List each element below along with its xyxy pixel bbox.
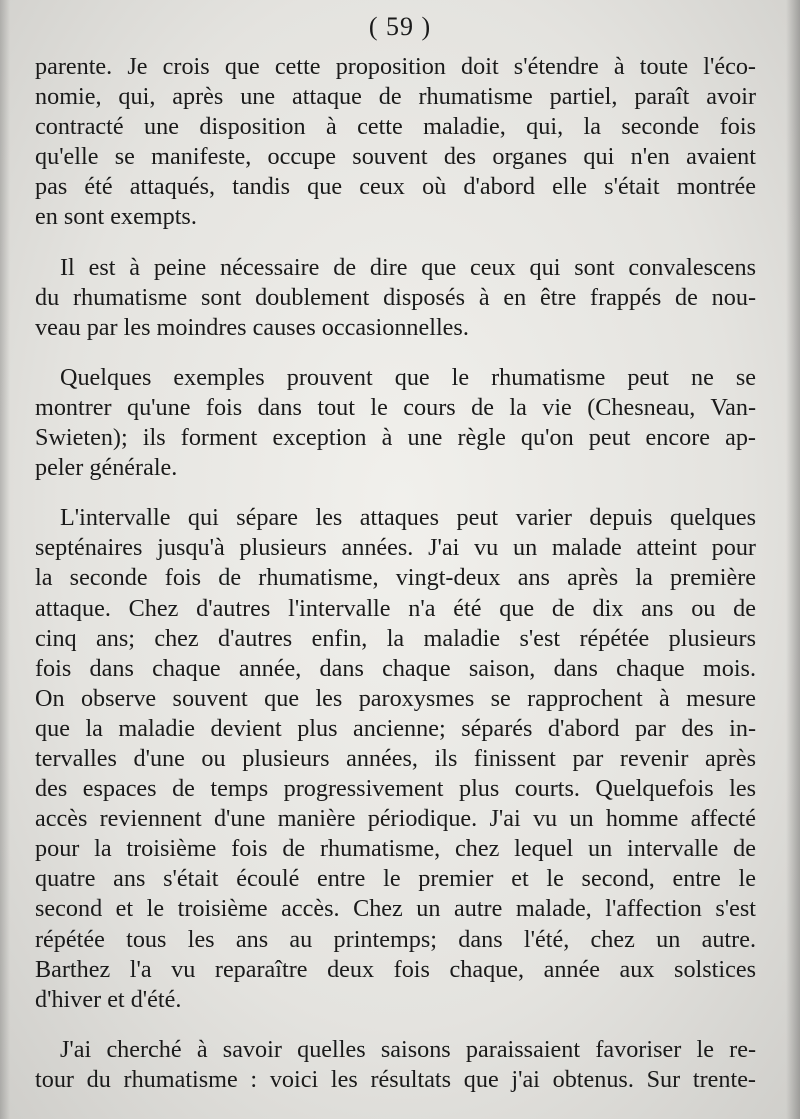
text-line: pas été attaqués, tandis que ceux où d'abord elle s'était montrée bbox=[35, 173, 756, 201]
text-line: en sont exempts. bbox=[35, 203, 197, 231]
text-line: parente. Je crois que cette proposition doit s'étendre à toute l'éco- bbox=[35, 53, 756, 80]
text-line: des espaces de temps progressivement plus courts. Quelquefois les bbox=[35, 775, 756, 803]
edge-shadow bbox=[786, 0, 800, 1119]
paragraph bbox=[35, 52, 756, 233]
text-line: attaque. Chez d'autres l'intervalle n'a été que de dix ans ou de bbox=[35, 594, 756, 622]
text-line: cinq ans; chez d'autres enfin, la maladie s'est répétée plusieurs bbox=[35, 624, 756, 652]
paragraph bbox=[35, 363, 756, 483]
text-line: répétée tous les ans au printemps; dans l'été, chez un autre. bbox=[35, 925, 756, 953]
text-line: veau par les moindres causes occasionnelles. bbox=[35, 313, 469, 341]
text-line: montrer qu'une fois dans tout le cours de la vie (Chesneau, Van- bbox=[35, 393, 756, 421]
text-line: tour du rhumatisme : voici les résultats que j'ai obtenus. Sur trente- bbox=[35, 1065, 756, 1093]
text-line: tervalles d'une ou plusieurs années, ils finissent par revenir après bbox=[35, 744, 756, 772]
text-line: contracté une disposition à cette maladie, qui, la seconde fois bbox=[35, 113, 756, 141]
text-line: Swieten); ils forment exception à une règle qu'on peut encore ap- bbox=[35, 424, 756, 452]
paragraph bbox=[35, 1035, 756, 1095]
gutter-shadow bbox=[0, 0, 10, 1119]
text-line: accès reviennent d'une manière périodique. J'ai vu un homme affecté bbox=[35, 805, 756, 833]
text-line: qu'elle se manifeste, occupe souvent des organes qui n'en avaient bbox=[35, 143, 756, 171]
text-line: pour la troisième fois de rhumatisme, chez lequel un intervalle de bbox=[35, 835, 756, 863]
text-line: quatre ans s'était écoulé entre le premier et le second, entre le bbox=[35, 865, 756, 893]
text-line: On observe souvent que les paroxysmes se rapprochent à mesure bbox=[35, 684, 756, 712]
text-line: Quelques exemples prouvent que le rhumatisme peut ne se bbox=[60, 363, 756, 391]
text-line: fois dans chaque année, dans chaque saison, dans chaque mois. bbox=[35, 654, 756, 682]
text-line: peler générale. bbox=[35, 454, 178, 482]
paragraph bbox=[35, 253, 756, 343]
page-number: ( 59 ) bbox=[368, 12, 432, 41]
text-line: d'hiver et d'été. bbox=[35, 985, 182, 1013]
text-line: nomie, qui, après une attaque de rhumatisme partiel, paraît avoir bbox=[35, 83, 756, 111]
text-line: Barthez l'a vu reparaître deux fois chaque, année aux solstices bbox=[35, 955, 756, 983]
paragraph bbox=[35, 503, 756, 1015]
text-line: septénaires jusqu'à plusieurs années. J'ai vu un malade atteint pour bbox=[35, 534, 756, 562]
text-line: L'intervalle qui sépare les attaques peut varier depuis quelques bbox=[60, 504, 756, 532]
text-line: Il est à peine nécessaire de dire que ceux qui sont convalescens bbox=[60, 253, 756, 281]
text-line: J'ai cherché à savoir quelles saisons paraissaient favoriser le re- bbox=[60, 1035, 756, 1063]
text-line: la seconde fois de rhumatisme, vingt-deux ans après la première bbox=[35, 564, 756, 592]
text-line: second et le troisième accès. Chez un autre malade, l'affection s'est bbox=[35, 895, 756, 923]
text-line: du rhumatisme sont doublement disposés à en être frappés de nou- bbox=[35, 283, 756, 311]
body-text bbox=[35, 52, 756, 1115]
text-line: que la maladie devient plus ancienne; séparés d'abord par des in- bbox=[35, 714, 756, 742]
